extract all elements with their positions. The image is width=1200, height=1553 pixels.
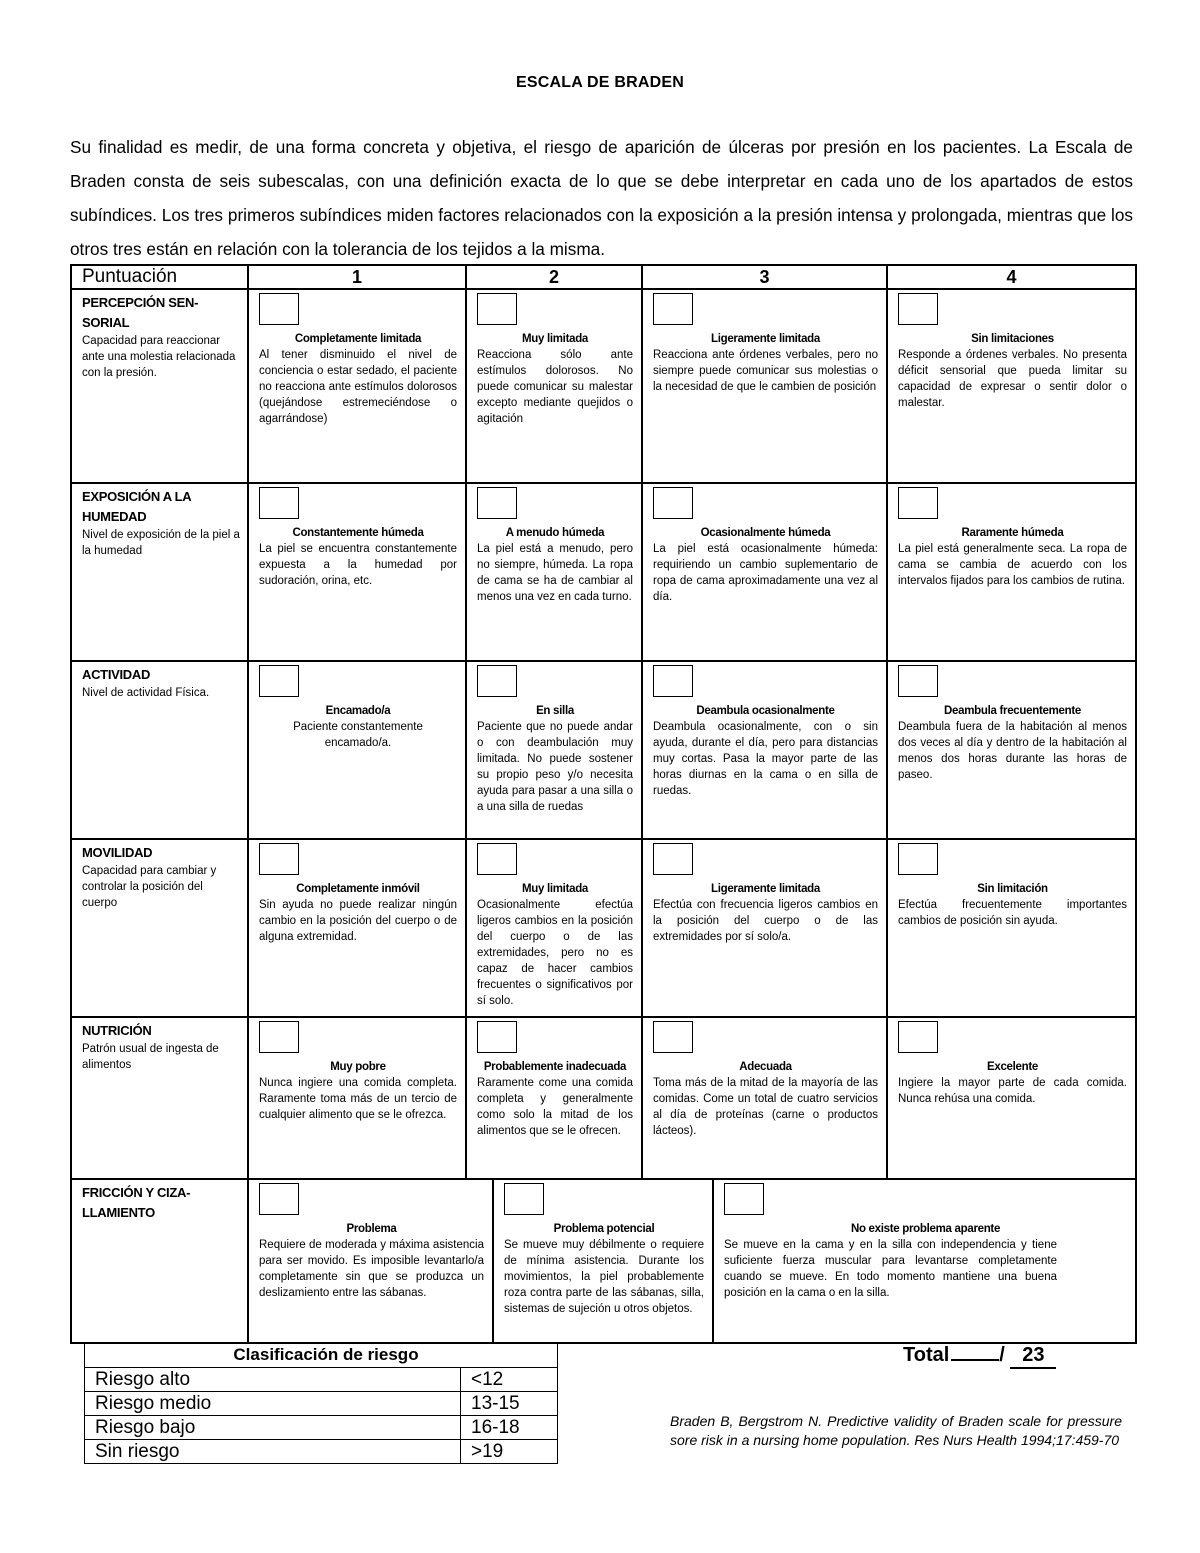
option-cell	[248, 483, 466, 661]
category-cell	[71, 289, 248, 483]
category-name: ACTIVIDAD	[82, 667, 151, 682]
option-text: Requiere de moderada y máxima asistencia para ser movido. Es imposible levantarlo/a completamente sin que se produzca un deslizamiento entre las sábanas.	[259, 1239, 484, 1299]
option-title: Ligeramente limitada	[710, 333, 821, 345]
option-text: Deambula fuera de la habitación al menos dos veces al día y dentro de la habitación al menos dos horas durante las horas de paseo.	[898, 721, 1127, 781]
option-title: Excelente	[987, 1061, 1038, 1073]
option-cell	[466, 289, 642, 483]
option-title: Ligeramente limitada	[710, 883, 821, 895]
option-cell	[712, 1180, 1135, 1342]
risk-label: Riesgo bajo	[85, 1416, 461, 1440]
citation: Braden B, Bergstrom N. Predictive validity of Braden scale for pressure sore risk in a nursing home population. Res Nurs Health 1994;17:459-70	[670, 1413, 1122, 1448]
risk-table-title: Clasificación de riesgo	[85, 1343, 558, 1368]
option-text: Ocasionalmente efectúa ligeros cambios en la posición del cuerpo o de las extremidades, pero no es capaz de hacer cambios frecuentes o significativos por sí solo.	[477, 899, 633, 1007]
table-row	[71, 483, 1136, 661]
risk-label: Riesgo alto	[85, 1368, 461, 1392]
score-checkbox[interactable]	[259, 1021, 299, 1053]
score-checkbox[interactable]	[477, 843, 517, 875]
option-title: Adecuada	[739, 1061, 792, 1073]
option-cell	[642, 289, 887, 483]
option-title: Sin limitación	[977, 883, 1048, 895]
option-title: Muy limitada	[521, 883, 589, 895]
score-checkbox[interactable]	[898, 665, 938, 697]
option-title: En silla	[536, 705, 574, 717]
option-text: Raramente come una comida completa y generalmente como solo la mitad de los alimentos que se le ofrecen.	[477, 1077, 633, 1137]
category-cell	[71, 1179, 248, 1343]
option-text: Se mueve muy débilmente o requiere de mínima asistencia. Durante los movimientos, la piel probablemente roza contra parte de las sábanas, silla, sistemas de sujeción u otros objetos.	[504, 1239, 704, 1315]
score-checkbox[interactable]	[898, 293, 938, 325]
score-checkbox[interactable]	[898, 1021, 938, 1053]
friction-options-cell	[248, 1179, 1136, 1343]
option-cell	[642, 483, 887, 661]
option-text: La piel está a menudo, pero no siempre, húmeda. La ropa de cama se ha de cambiar al menos una vez en cada turno.	[477, 543, 633, 603]
risk-value: <12	[461, 1368, 558, 1392]
category-name: NUTRICIÓN	[82, 1023, 152, 1038]
option-title: Completamente limitada	[294, 333, 422, 345]
score-checkbox[interactable]	[477, 665, 517, 697]
option-cell	[887, 839, 1136, 1017]
option-text: Efectúa con frecuencia ligeros cambios en la posición del cuerpo o de las extremidades por sí solo/a.	[653, 899, 878, 943]
page-title: ESCALA DE BRADEN	[516, 74, 684, 91]
score-checkbox[interactable]	[259, 487, 299, 519]
option-cell	[887, 483, 1136, 661]
option-title: Probablemente inadecuada	[483, 1061, 627, 1073]
option-title: Sin limitaciones	[971, 333, 1054, 345]
category-cell	[71, 483, 248, 661]
score-checkbox[interactable]	[477, 293, 517, 325]
score-checkbox[interactable]	[259, 843, 299, 875]
category-cell	[71, 661, 248, 839]
category-description: Capacidad para cambiar y controlar la posición del cuerpo	[82, 865, 217, 909]
option-cell	[248, 289, 466, 483]
risk-label: Riesgo medio	[85, 1392, 461, 1416]
category-name: MOVILIDAD	[82, 845, 153, 860]
total-score	[903, 1344, 1056, 1369]
option-text: La piel está generalmente seca. La ropa de cama se cambia de acuerdo con los intervalos fijados para los cambios de rutina.	[898, 543, 1127, 587]
option-cell	[887, 289, 1136, 483]
header-score-2: 2	[466, 265, 642, 289]
option-cell	[642, 661, 887, 839]
option-cell	[466, 1017, 642, 1179]
option-text: Se mueve en la cama y en la silla con independencia y tiene suficiente fuerza muscular para levantarse completamente cuando se mueve. En todo momento mantiene una buena posición en la cama o en la silla.	[724, 1239, 1057, 1299]
option-title: Problema	[346, 1223, 397, 1235]
option-title: Constantemente húmeda	[292, 527, 424, 539]
score-checkbox[interactable]	[653, 1021, 693, 1053]
option-title: Problema potencial	[553, 1223, 655, 1235]
option-text: Sin ayuda no puede realizar ningún cambio en la posición del cuerpo o de alguna extremidad.	[259, 899, 457, 943]
braden-scale-table	[70, 264, 1137, 1344]
option-title: A menudo húmeda	[505, 527, 605, 539]
option-text: Nunca ingiere una comida completa. Raramente toma más de un tercio de cualquier alimento que se le ofrezca.	[259, 1077, 457, 1121]
score-checkbox[interactable]	[504, 1183, 544, 1215]
score-checkbox[interactable]	[477, 487, 517, 519]
category-name: FRICCIÓN Y CIZA-LLAMIENTO	[82, 1185, 191, 1220]
score-checkbox[interactable]	[653, 293, 693, 325]
option-title: No existe problema aparente	[850, 1223, 1001, 1235]
total-separator: /	[999, 1344, 1005, 1366]
total-max: 23	[1010, 1344, 1056, 1369]
option-cell	[248, 661, 466, 839]
option-title: Muy limitada	[521, 333, 589, 345]
category-name: EXPOSICIÓN A LA HUMEDAD	[82, 489, 191, 524]
table-header-row	[71, 265, 1136, 289]
option-text: Toma más de la mitad de la mayoría de las comidas. Come un total de cuatro servicios al día de proteínas (carne o productos lácteos).	[653, 1077, 878, 1137]
category-cell	[71, 1017, 248, 1179]
score-checkbox[interactable]	[724, 1183, 764, 1215]
score-checkbox[interactable]	[898, 487, 938, 519]
option-title: Deambula ocasionalmente	[696, 705, 835, 717]
option-text: La piel se encuentra constantemente expuesta a la humedad por sudoración, orina, etc.	[259, 543, 457, 587]
intro-paragraph: Su finalidad es medir, de una forma concreta y objetiva, el riesgo de aparición de úlceras por presión en los pacientes. La Escala de Braden consta de seis subescalas, con una definición exacta de lo que se debe interpretar en cada uno de los apartados de estos subíndices. Los tres primeros subíndices miden factores relacionados con la exposición a la presión intensa y prolongada, mientras que los otros tres están en relación con la tolerancia de los tejidos a la misma.	[70, 137, 1133, 259]
option-text: Reacciona ante órdenes verbales, pero no siempre puede comunicar sus molestias o la necesidad de que le cambien de posición	[653, 349, 878, 393]
risk-row	[85, 1416, 558, 1440]
option-text: Responde a órdenes verbales. No presenta déficit sensorial que pueda limitar su capacidad de expresar o sentir dolor o malestar.	[898, 349, 1127, 409]
total-score-blank[interactable]	[951, 1359, 999, 1361]
category-description: Nivel de actividad Física.	[82, 687, 210, 699]
friction-options	[249, 1180, 1135, 1342]
score-checkbox[interactable]	[653, 487, 693, 519]
option-text: Deambula ocasionalmente, con o sin ayuda, durante el día, pero para distancias muy cortas. Pasa la mayor parte de las horas diurnas en la cama o en silla de ruedas.	[653, 721, 878, 797]
option-text: Ingiere la mayor parte de cada comida. Nunca rehúsa una comida.	[898, 1077, 1127, 1105]
risk-label: Sin riesgo	[85, 1440, 461, 1464]
table-row	[71, 1179, 1136, 1343]
table-row	[71, 1017, 1136, 1179]
option-title: Raramente húmeda	[961, 527, 1064, 539]
option-text: La piel está ocasionalmente húmeda: requiriendo un cambio suplementario de ropa de cama aproximadamente una vez al día.	[653, 543, 878, 603]
score-checkbox[interactable]	[259, 1183, 299, 1215]
option-text: Reacciona sólo ante estímulos dolorosos. No puede comunicar su malestar excepto mediante quejidos o agitación	[477, 349, 633, 425]
option-cell	[466, 661, 642, 839]
option-cell	[248, 839, 466, 1017]
option-cell	[466, 483, 642, 661]
score-checkbox[interactable]	[477, 1021, 517, 1053]
category-cell	[71, 839, 248, 1017]
option-text: Al tener disminuido el nivel de conciencia o estar sedado, el paciente no reacciona ante estímulos dolorosos (quejándose estremeciéndose o agarrándose)	[259, 349, 457, 425]
option-text: Paciente que no puede andar o con deambulación muy limitada. No puede sostener su propio peso y/o necesita ayuda para pasar a una silla o a una silla de ruedas	[477, 721, 633, 813]
score-checkbox[interactable]	[898, 843, 938, 875]
score-checkbox[interactable]	[259, 665, 299, 697]
risk-row	[85, 1392, 558, 1416]
risk-value: >19	[461, 1440, 558, 1464]
header-score-1: 1	[248, 265, 466, 289]
option-title: Deambula frecuentemente	[944, 705, 1081, 717]
option-title: Muy pobre	[330, 1061, 386, 1073]
table-row	[71, 289, 1136, 483]
risk-row	[85, 1368, 558, 1392]
category-description: Nivel de exposición de la piel a la humedad	[82, 529, 240, 557]
total-label: Total	[903, 1344, 950, 1366]
option-cell	[642, 839, 887, 1017]
risk-row	[85, 1440, 558, 1464]
table-row	[71, 839, 1136, 1017]
option-cell	[642, 1017, 887, 1179]
risk-value: 13-15	[461, 1392, 558, 1416]
option-cell	[466, 839, 642, 1017]
option-text: Efectúa frecuentemente importantes cambios de posición sin ayuda.	[898, 899, 1127, 927]
header-score-label: Puntuación	[71, 265, 248, 289]
option-title: Ocasionalmente húmeda	[700, 527, 831, 539]
category-name: PERCEPCIÓN SEN-SORIAL	[82, 295, 199, 330]
option-cell	[887, 1017, 1136, 1179]
option-cell	[492, 1180, 712, 1342]
header-score-4: 4	[887, 265, 1136, 289]
score-checkbox[interactable]	[653, 843, 693, 875]
option-title: Completamente inmóvil	[296, 883, 420, 895]
option-cell	[248, 1017, 466, 1179]
risk-classification-table	[84, 1342, 558, 1464]
category-description: Patrón usual de ingesta de alimentos	[82, 1043, 219, 1071]
option-text: Paciente constantemente encamado/a.	[293, 721, 423, 749]
category-description: Capacidad para reaccionar ante una molestia relacionada con la presión.	[82, 335, 236, 379]
option-title: Encamado/a	[325, 705, 391, 717]
score-checkbox[interactable]	[259, 293, 299, 325]
score-checkbox[interactable]	[653, 665, 693, 697]
option-cell	[887, 661, 1136, 839]
risk-value: 16-18	[461, 1416, 558, 1440]
header-score-3: 3	[642, 265, 887, 289]
option-cell	[249, 1180, 492, 1342]
table-row	[71, 661, 1136, 839]
